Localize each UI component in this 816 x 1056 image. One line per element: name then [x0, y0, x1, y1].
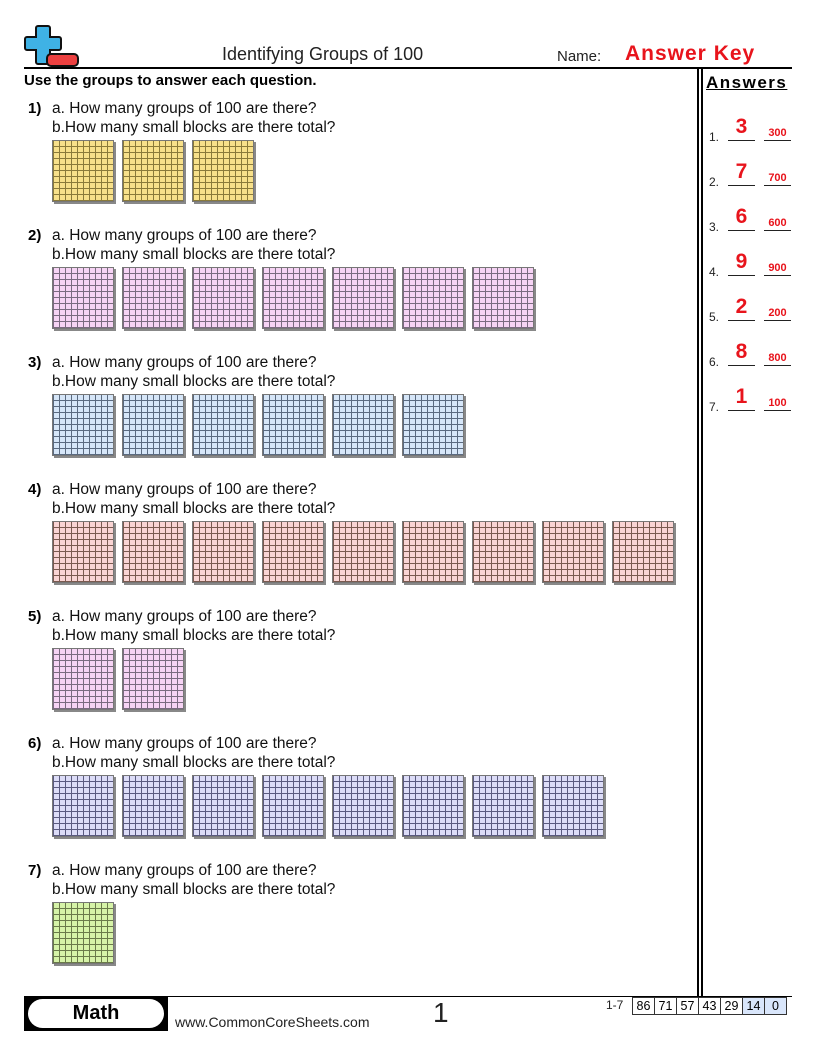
question-number: 1) [28, 100, 42, 117]
hundred-block-icon [332, 521, 394, 583]
question-part-b: b.How many small blocks are there total? [52, 627, 336, 644]
answer-groups: 6 [728, 206, 755, 231]
hundred-block-icon [122, 394, 184, 456]
hundred-block-icon [262, 267, 324, 329]
hundred-block-icon [402, 775, 464, 837]
hundred-block-icon [52, 394, 114, 456]
question-part-b: b.How many small blocks are there total? [52, 119, 336, 136]
score-cell: 71 [654, 998, 676, 1014]
answer-total: 300 [764, 126, 791, 141]
site-url: www.CommonCoreSheets.com [175, 1014, 370, 1030]
answer-total: 800 [764, 351, 791, 366]
answer-groups: 7 [728, 161, 755, 186]
header-divider [24, 67, 792, 69]
question-number: 3) [28, 354, 42, 371]
question-part-a: a. How many groups of 100 are there? [52, 608, 317, 625]
hundred-blocks-group [52, 902, 114, 964]
hundred-blocks-group [52, 394, 464, 456]
hundred-block-icon [122, 775, 184, 837]
hundred-block-icon [332, 267, 394, 329]
hundred-blocks-group [52, 140, 254, 202]
answer-total: 200 [764, 306, 791, 321]
answer-number: 3. [709, 220, 720, 234]
answers-column-divider [697, 69, 699, 996]
question-part-b: b.How many small blocks are there total? [52, 754, 336, 771]
answer-number: 5. [709, 310, 720, 324]
answer-total: 100 [764, 396, 791, 411]
question-part-a: a. How many groups of 100 are there? [52, 862, 317, 879]
answer-total: 600 [764, 216, 791, 231]
hundred-block-icon [402, 521, 464, 583]
hundred-block-icon [52, 648, 114, 710]
answer-groups: 1 [728, 386, 755, 411]
hundred-block-icon [402, 267, 464, 329]
hundred-block-icon [192, 394, 254, 456]
hundred-blocks-group [52, 775, 604, 837]
answers-heading: Answers [706, 73, 788, 92]
plus-minus-logo-icon [24, 24, 80, 68]
hundred-block-icon [192, 521, 254, 583]
hundred-block-icon [192, 775, 254, 837]
question-number: 5) [28, 608, 42, 625]
score-table [632, 997, 787, 1015]
hundred-block-icon [192, 267, 254, 329]
answer-total: 700 [764, 171, 791, 186]
hundred-block-icon [262, 775, 324, 837]
hundred-block-icon [542, 521, 604, 583]
answer-number: 2. [709, 175, 720, 189]
score-cell: 29 [720, 998, 742, 1014]
hundred-block-icon [472, 267, 534, 329]
hundred-blocks-group [52, 267, 534, 329]
answers-column-divider-inner [701, 69, 703, 996]
answer-groups: 3 [728, 116, 755, 141]
question-part-a: a. How many groups of 100 are there? [52, 735, 317, 752]
answer-groups: 2 [728, 296, 755, 321]
question-number: 7) [28, 862, 42, 879]
hundred-block-icon [262, 394, 324, 456]
hundred-block-icon [122, 648, 184, 710]
answer-groups: 9 [728, 251, 755, 276]
answer-total: 900 [764, 261, 791, 276]
question-part-a: a. How many groups of 100 are there? [52, 354, 317, 371]
score-cell: 86 [633, 998, 654, 1014]
score-cell: 14 [742, 998, 764, 1014]
question-number: 6) [28, 735, 42, 752]
name-value: Answer Key [625, 42, 756, 65]
score-cell: 0 [764, 998, 786, 1014]
hundred-block-icon [52, 140, 114, 202]
hundred-block-icon [472, 775, 534, 837]
score-cell: 43 [698, 998, 720, 1014]
hundred-block-icon [542, 775, 604, 837]
instructions: Use the groups to answer each question. [24, 72, 317, 89]
score-cell: 57 [676, 998, 698, 1014]
hundred-block-icon [332, 394, 394, 456]
question-part-b: b.How many small blocks are there total? [52, 881, 336, 898]
hundred-block-icon [402, 394, 464, 456]
name-label: Name: [557, 48, 602, 65]
answer-number: 7. [709, 400, 720, 414]
hundred-block-icon [612, 521, 674, 583]
question-number: 4) [28, 481, 42, 498]
hundred-block-icon [52, 902, 114, 964]
hundred-blocks-group [52, 648, 184, 710]
hundred-block-icon [122, 521, 184, 583]
hundred-block-icon [332, 775, 394, 837]
hundred-block-icon [52, 775, 114, 837]
subject-label: Math [28, 999, 164, 1028]
question-part-b: b.How many small blocks are there total? [52, 246, 336, 263]
answer-number: 1. [709, 130, 720, 144]
answer-number: 4. [709, 265, 720, 279]
answer-number: 6. [709, 355, 720, 369]
hundred-block-icon [122, 140, 184, 202]
question-part-b: b.How many small blocks are there total? [52, 500, 336, 517]
hundred-block-icon [262, 521, 324, 583]
score-range: 1-7 [606, 998, 624, 1012]
hundred-block-icon [52, 521, 114, 583]
worksheet-title: Identifying Groups of 100 [222, 44, 424, 64]
hundred-block-icon [472, 521, 534, 583]
answer-groups: 8 [728, 341, 755, 366]
question-part-a: a. How many groups of 100 are there? [52, 227, 317, 244]
hundred-block-icon [122, 267, 184, 329]
question-part-a: a. How many groups of 100 are there? [52, 100, 317, 117]
question-number: 2) [28, 227, 42, 244]
hundred-blocks-group [52, 521, 674, 583]
hundred-block-icon [192, 140, 254, 202]
question-part-a: a. How many groups of 100 are there? [52, 481, 317, 498]
hundred-block-icon [52, 267, 114, 329]
question-part-b: b.How many small blocks are there total? [52, 373, 336, 390]
page-number: 1 [433, 997, 449, 1028]
